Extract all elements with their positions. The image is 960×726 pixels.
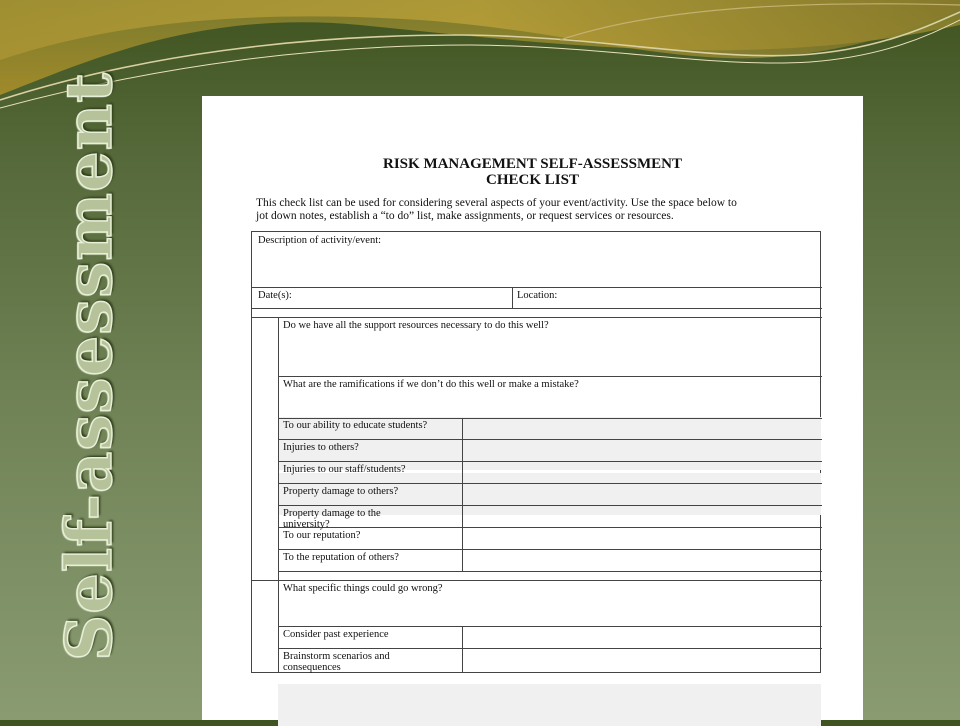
slide-title: Self-assessment (52, 72, 127, 661)
item-injuries-staff: Injuries to our staff/students? (283, 464, 406, 475)
item-brainstorm: Brainstorm scenarios and consequences (283, 651, 390, 673)
item-property-others: Property damage to others? (283, 486, 399, 497)
document-intro (256, 197, 826, 223)
item-our-reputation: To our reputation? (283, 530, 361, 541)
intro-line-1: This check list can be used for considering several aspects of your event/activity. Use the space below to (256, 197, 737, 209)
item-injuries-others: Injuries to others? (283, 442, 359, 453)
location-label: Location: (517, 290, 558, 301)
item-ability-educate: To our ability to educate students? (283, 420, 428, 431)
item-property-university: Property damage to the university? (283, 508, 381, 530)
checklist-document (202, 96, 863, 720)
intro-line-2: jot down notes, establish a “to do” list, make assignments, or request services or resources. (256, 210, 674, 222)
checklist-form (251, 231, 821, 673)
wrong-question: What specific things could go wrong? (283, 583, 443, 594)
support-question: Do we have all the support resources necessary to do this well? (283, 320, 549, 331)
item-past-experience: Consider past experience (283, 629, 389, 640)
document-title (202, 156, 863, 188)
document-title-line-1: RISK MANAGEMENT SELF-ASSESSMENT (383, 156, 682, 172)
dates-label: Date(s): (258, 290, 292, 301)
item-reputation-others: To the reputation of others? (283, 552, 399, 563)
document-title-line-2: CHECK LIST (486, 172, 579, 188)
description-label: Description of activity/event: (258, 235, 382, 246)
ramifications-question: What are the ramifications if we don’t do this well or make a mistake? (283, 379, 579, 390)
